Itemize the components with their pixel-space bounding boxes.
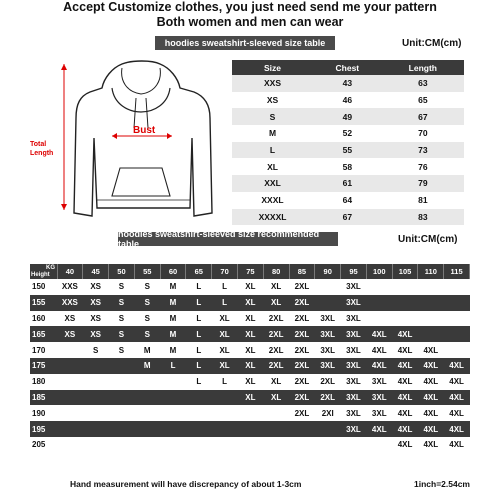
rec-row bbox=[30, 342, 470, 358]
chest-cell: 43 bbox=[313, 75, 382, 92]
rec-size-cell: 2XL bbox=[289, 405, 315, 421]
rec-size-cell bbox=[366, 295, 392, 311]
rec-size-cell: L bbox=[186, 374, 212, 390]
rec-size-cell bbox=[418, 279, 444, 295]
rec-size-cell: 2XI bbox=[315, 405, 341, 421]
page-header bbox=[0, 0, 500, 32]
rec-row bbox=[30, 421, 470, 437]
rec-size-cell: XL bbox=[263, 374, 289, 390]
chest-col-header: Chest bbox=[313, 60, 382, 75]
rec-size-cell bbox=[57, 358, 83, 374]
rec-size-cell bbox=[160, 374, 186, 390]
rec-row bbox=[30, 311, 470, 327]
height-cell: 150 bbox=[30, 279, 57, 295]
rec-size-cell: S bbox=[109, 342, 135, 358]
rec-size-cell: M bbox=[160, 279, 186, 295]
measurement-note: Hand measurement will have discrepancy of about 1-3cm bbox=[70, 479, 302, 489]
rec-size-cell: 3XL bbox=[341, 326, 367, 342]
rec-size-cell: 3XL bbox=[341, 295, 367, 311]
rec-size-cell: 4XL bbox=[418, 390, 444, 406]
rec-size-cell bbox=[418, 295, 444, 311]
rec-size-cell bbox=[83, 390, 109, 406]
rec-size-cell bbox=[392, 311, 418, 327]
rec-size-cell bbox=[134, 405, 160, 421]
size-cell: XXXXL bbox=[232, 209, 313, 226]
rec-size-cell: 4XL bbox=[366, 342, 392, 358]
rec-size-cell: 2XL bbox=[289, 326, 315, 342]
size-row bbox=[232, 108, 464, 125]
footer bbox=[70, 479, 470, 489]
rec-size-cell bbox=[366, 437, 392, 453]
length-col-header: Length bbox=[382, 60, 464, 75]
rec-size-cell bbox=[366, 311, 392, 327]
rec-size-cell: 4XL bbox=[444, 358, 470, 374]
chest-cell: 58 bbox=[313, 158, 382, 175]
size-row bbox=[232, 175, 464, 192]
size-row bbox=[232, 209, 464, 226]
rec-size-cell bbox=[289, 437, 315, 453]
rec-size-cell bbox=[134, 390, 160, 406]
height-cell: 195 bbox=[30, 421, 57, 437]
total-length-line-1: Total bbox=[30, 141, 47, 148]
weight-header: 50 bbox=[109, 264, 135, 279]
rec-size-cell: 2XL bbox=[289, 342, 315, 358]
rec-size-cell: L bbox=[212, 295, 238, 311]
rec-size-cell: XL bbox=[237, 342, 263, 358]
weight-header: 105 bbox=[392, 264, 418, 279]
chest-cell: 64 bbox=[313, 192, 382, 209]
rec-size-cell: 3XL bbox=[315, 358, 341, 374]
rec-size-cell: 4XL bbox=[418, 342, 444, 358]
size-cell: XL bbox=[232, 158, 313, 175]
rec-size-cell: XL bbox=[237, 358, 263, 374]
rec-size-cell: 4XL bbox=[366, 358, 392, 374]
weight-header: 60 bbox=[160, 264, 186, 279]
size-cell: XXS bbox=[232, 75, 313, 92]
length-cell: 67 bbox=[382, 108, 464, 125]
chest-cell: 52 bbox=[313, 125, 382, 142]
rec-size-cell bbox=[83, 358, 109, 374]
rec-size-cell: 2XL bbox=[315, 374, 341, 390]
rec-size-cell bbox=[83, 421, 109, 437]
size-table-header-row bbox=[232, 60, 464, 75]
rec-size-cell: L bbox=[186, 358, 212, 374]
rec-size-cell: M bbox=[160, 342, 186, 358]
rec-size-cell: 2XL bbox=[289, 358, 315, 374]
rec-size-cell bbox=[212, 405, 238, 421]
rec-size-cell: 4XL bbox=[418, 358, 444, 374]
rec-size-cell: XL bbox=[237, 374, 263, 390]
hoodie-illustration bbox=[52, 58, 230, 228]
rec-size-cell: 4XL bbox=[444, 390, 470, 406]
rec-size-cell: 2XL bbox=[289, 311, 315, 327]
size-row bbox=[232, 92, 464, 109]
rec-size-cell: L bbox=[212, 374, 238, 390]
rec-size-cell bbox=[289, 421, 315, 437]
rec-row bbox=[30, 358, 470, 374]
size-row bbox=[232, 75, 464, 92]
length-cell: 65 bbox=[382, 92, 464, 109]
inch-conversion: 1inch=2.54cm bbox=[414, 479, 470, 489]
rec-size-cell: S bbox=[134, 279, 160, 295]
rec-size-cell: L bbox=[160, 358, 186, 374]
rec-size-cell: 3XL bbox=[315, 326, 341, 342]
rec-size-cell bbox=[186, 437, 212, 453]
rec-size-cell bbox=[160, 390, 186, 406]
rec-size-cell bbox=[418, 311, 444, 327]
rec-size-cell bbox=[57, 374, 83, 390]
rec-size-cell: 4XL bbox=[418, 405, 444, 421]
size-row bbox=[232, 192, 464, 209]
height-cell: 190 bbox=[30, 405, 57, 421]
rec-size-cell bbox=[109, 374, 135, 390]
rec-size-cell bbox=[83, 405, 109, 421]
rec-size-cell: 3XL bbox=[366, 374, 392, 390]
rec-size-cell: 3XL bbox=[315, 311, 341, 327]
rec-size-cell: 3XL bbox=[341, 421, 367, 437]
rec-size-cell: 4XL bbox=[418, 437, 444, 453]
rec-size-cell bbox=[186, 390, 212, 406]
rec-row bbox=[30, 295, 470, 311]
weight-header: 65 bbox=[186, 264, 212, 279]
rec-size-cell: 4XL bbox=[444, 421, 470, 437]
rec-size-cell bbox=[315, 437, 341, 453]
rec-size-cell bbox=[237, 405, 263, 421]
rec-size-cell: L bbox=[186, 295, 212, 311]
length-cell: 73 bbox=[382, 142, 464, 159]
size-row bbox=[232, 142, 464, 159]
weight-header: 95 bbox=[341, 264, 367, 279]
recommended-size-table bbox=[30, 264, 470, 453]
rec-size-cell: XL bbox=[263, 295, 289, 311]
rec-size-cell: 3XL bbox=[341, 374, 367, 390]
rec-size-cell bbox=[444, 326, 470, 342]
height-cell: 185 bbox=[30, 390, 57, 406]
rec-size-cell bbox=[57, 421, 83, 437]
chest-cell: 55 bbox=[313, 142, 382, 159]
rec-size-cell: 2XL bbox=[289, 390, 315, 406]
rec-size-cell bbox=[186, 405, 212, 421]
chest-cell: 61 bbox=[313, 175, 382, 192]
rec-size-cell: XL bbox=[237, 279, 263, 295]
rec-size-cell: 3XL bbox=[341, 390, 367, 406]
rec-row bbox=[30, 279, 470, 295]
height-cell: 155 bbox=[30, 295, 57, 311]
rec-table-title: hoodies sweatshirt-sleeved size recommended table bbox=[118, 232, 338, 246]
size-cell: XXL bbox=[232, 175, 313, 192]
rec-size-cell: 2XL bbox=[263, 358, 289, 374]
chest-cell: 46 bbox=[313, 92, 382, 109]
rec-size-cell: XXS bbox=[57, 295, 83, 311]
weight-header: 45 bbox=[83, 264, 109, 279]
weight-header: 110 bbox=[418, 264, 444, 279]
rec-size-cell: XL bbox=[212, 358, 238, 374]
rec-size-cell: 3XL bbox=[341, 358, 367, 374]
weight-header: 40 bbox=[57, 264, 83, 279]
rec-size-cell: 2XL bbox=[263, 326, 289, 342]
rec-size-cell bbox=[160, 437, 186, 453]
length-cell: 79 bbox=[382, 175, 464, 192]
rec-size-cell bbox=[109, 437, 135, 453]
rec-size-cell bbox=[263, 405, 289, 421]
rec-size-cell: 4XL bbox=[418, 374, 444, 390]
rec-size-cell: 4XL bbox=[444, 437, 470, 453]
rec-row bbox=[30, 390, 470, 406]
rec-size-cell bbox=[315, 295, 341, 311]
rec-size-cell: 4XL bbox=[444, 405, 470, 421]
rec-size-cell: M bbox=[160, 295, 186, 311]
rec-size-cell bbox=[418, 326, 444, 342]
rec-size-cell: L bbox=[186, 279, 212, 295]
size-table bbox=[232, 60, 464, 225]
rec-size-cell: 3XL bbox=[341, 342, 367, 358]
rec-size-cell: S bbox=[134, 295, 160, 311]
weight-header: 115 bbox=[444, 264, 470, 279]
rec-size-cell: XL bbox=[237, 295, 263, 311]
rec-row bbox=[30, 326, 470, 342]
rec-size-cell: XL bbox=[212, 311, 238, 327]
chest-cell: 49 bbox=[313, 108, 382, 125]
rec-size-cell: S bbox=[109, 295, 135, 311]
size-table-title: hoodies sweatshirt-sleeved size table bbox=[155, 36, 335, 50]
total-length-line-2: Length bbox=[30, 150, 54, 157]
rec-size-cell: 2XL bbox=[263, 311, 289, 327]
rec-size-cell: 4XL bbox=[392, 358, 418, 374]
rec-size-cell bbox=[160, 405, 186, 421]
rec-size-cell bbox=[237, 421, 263, 437]
weight-header: 90 bbox=[315, 264, 341, 279]
height-cell: 165 bbox=[30, 326, 57, 342]
rec-size-cell: S bbox=[83, 342, 109, 358]
length-cell: 76 bbox=[382, 158, 464, 175]
rec-size-cell: S bbox=[134, 326, 160, 342]
rec-size-cell: XS bbox=[83, 279, 109, 295]
header-line-2: Both women and men can wear bbox=[156, 15, 344, 29]
rec-size-cell bbox=[186, 421, 212, 437]
rec-size-cell bbox=[57, 405, 83, 421]
total-length-label bbox=[30, 140, 53, 158]
weight-header: 70 bbox=[212, 264, 238, 279]
rec-size-cell: XS bbox=[57, 311, 83, 327]
kg-label: KG bbox=[46, 265, 55, 271]
rec-size-cell bbox=[444, 295, 470, 311]
rec-table-unit: Unit:CM(cm) bbox=[398, 234, 458, 245]
rec-size-cell bbox=[212, 421, 238, 437]
rec-size-cell: 3XL bbox=[341, 311, 367, 327]
rec-size-cell: M bbox=[160, 311, 186, 327]
rec-size-cell: 4XL bbox=[366, 326, 392, 342]
size-row bbox=[232, 125, 464, 142]
height-cell: 205 bbox=[30, 437, 57, 453]
rec-row bbox=[30, 374, 470, 390]
size-table-unit: Unit:CM(cm) bbox=[402, 38, 462, 49]
rec-size-cell: 4XL bbox=[392, 437, 418, 453]
header-line-1: Accept Customize clothes, you just need send me your pattern bbox=[63, 0, 437, 14]
rec-size-cell bbox=[263, 421, 289, 437]
rec-corner-cell bbox=[30, 264, 57, 279]
rec-size-cell bbox=[57, 342, 83, 358]
rec-size-cell: 4XL bbox=[366, 421, 392, 437]
rec-size-cell bbox=[263, 437, 289, 453]
rec-size-cell bbox=[237, 437, 263, 453]
size-cell: M bbox=[232, 125, 313, 142]
rec-size-cell bbox=[212, 390, 238, 406]
rec-size-cell: L bbox=[186, 326, 212, 342]
rec-size-cell: M bbox=[134, 358, 160, 374]
rec-size-cell bbox=[134, 421, 160, 437]
length-cell: 70 bbox=[382, 125, 464, 142]
rec-size-cell: L bbox=[212, 279, 238, 295]
rec-size-cell: L bbox=[186, 311, 212, 327]
rec-size-cell: XXS bbox=[57, 279, 83, 295]
rec-size-cell: S bbox=[109, 279, 135, 295]
bust-label: Bust bbox=[133, 125, 156, 136]
height-label: Height bbox=[31, 272, 50, 278]
rec-size-cell: 2XL bbox=[289, 374, 315, 390]
rec-size-cell: 3XL bbox=[341, 279, 367, 295]
rec-size-cell: 4XL bbox=[392, 421, 418, 437]
rec-size-cell: 4XL bbox=[418, 421, 444, 437]
rec-size-cell: S bbox=[134, 311, 160, 327]
rec-row bbox=[30, 437, 470, 453]
rec-size-cell: XL bbox=[237, 390, 263, 406]
size-cell: XS bbox=[232, 92, 313, 109]
rec-size-cell: 4XL bbox=[392, 390, 418, 406]
rec-size-cell bbox=[134, 437, 160, 453]
rec-size-cell: L bbox=[186, 342, 212, 358]
rec-size-cell bbox=[392, 279, 418, 295]
rec-size-cell bbox=[315, 421, 341, 437]
rec-size-cell: XL bbox=[263, 279, 289, 295]
weight-header: 100 bbox=[366, 264, 392, 279]
weight-header: 85 bbox=[289, 264, 315, 279]
rec-size-cell: 4XL bbox=[392, 342, 418, 358]
rec-size-cell bbox=[109, 421, 135, 437]
rec-size-cell bbox=[444, 342, 470, 358]
rec-size-cell bbox=[315, 279, 341, 295]
rec-size-cell bbox=[109, 358, 135, 374]
rec-size-cell: 4XL bbox=[444, 374, 470, 390]
rec-size-cell: 2XL bbox=[289, 295, 315, 311]
rec-size-cell bbox=[83, 374, 109, 390]
rec-size-cell: 3XL bbox=[366, 405, 392, 421]
rec-row bbox=[30, 405, 470, 421]
height-cell: 160 bbox=[30, 311, 57, 327]
rec-size-cell: 4XL bbox=[392, 405, 418, 421]
rec-size-cell bbox=[134, 374, 160, 390]
size-cell: XXXL bbox=[232, 192, 313, 209]
rec-size-cell bbox=[444, 279, 470, 295]
rec-size-cell: XS bbox=[57, 326, 83, 342]
rec-size-cell bbox=[366, 279, 392, 295]
weight-header: 80 bbox=[263, 264, 289, 279]
length-cell: 81 bbox=[382, 192, 464, 209]
rec-size-cell: XL bbox=[237, 326, 263, 342]
rec-size-cell bbox=[444, 311, 470, 327]
size-row bbox=[232, 158, 464, 175]
rec-size-cell: 4XL bbox=[392, 374, 418, 390]
rec-size-cell: 3XL bbox=[366, 390, 392, 406]
chest-cell: 67 bbox=[313, 209, 382, 226]
rec-size-cell: XS bbox=[83, 311, 109, 327]
rec-size-cell: XL bbox=[237, 311, 263, 327]
rec-size-cell: 3XL bbox=[315, 342, 341, 358]
rec-size-cell: 2XL bbox=[315, 390, 341, 406]
rec-size-cell bbox=[392, 295, 418, 311]
rec-size-cell: S bbox=[109, 326, 135, 342]
length-cell: 83 bbox=[382, 209, 464, 226]
size-col-header: Size bbox=[232, 60, 313, 75]
size-cell: L bbox=[232, 142, 313, 159]
weight-header: 75 bbox=[237, 264, 263, 279]
rec-size-cell: 2XL bbox=[289, 279, 315, 295]
rec-size-cell bbox=[160, 421, 186, 437]
length-cell: 63 bbox=[382, 75, 464, 92]
rec-size-cell: XL bbox=[212, 326, 238, 342]
rec-size-cell: 3XL bbox=[341, 405, 367, 421]
rec-size-cell bbox=[341, 437, 367, 453]
rec-size-cell: XL bbox=[263, 390, 289, 406]
rec-size-cell bbox=[57, 437, 83, 453]
rec-size-cell bbox=[83, 437, 109, 453]
height-cell: 170 bbox=[30, 342, 57, 358]
rec-size-cell: XS bbox=[83, 326, 109, 342]
rec-table-header-row bbox=[30, 264, 470, 279]
rec-size-cell: M bbox=[160, 326, 186, 342]
rec-size-cell: 2XL bbox=[263, 342, 289, 358]
rec-size-cell bbox=[57, 390, 83, 406]
size-cell: S bbox=[232, 108, 313, 125]
height-cell: 175 bbox=[30, 358, 57, 374]
rec-size-cell bbox=[212, 437, 238, 453]
rec-size-cell bbox=[109, 390, 135, 406]
rec-size-cell bbox=[109, 405, 135, 421]
weight-header: 55 bbox=[134, 264, 160, 279]
rec-size-cell: XL bbox=[212, 342, 238, 358]
height-cell: 180 bbox=[30, 374, 57, 390]
rec-size-cell: 4XL bbox=[392, 326, 418, 342]
rec-size-cell: XS bbox=[83, 295, 109, 311]
rec-size-cell: S bbox=[109, 311, 135, 327]
rec-size-cell: M bbox=[134, 342, 160, 358]
